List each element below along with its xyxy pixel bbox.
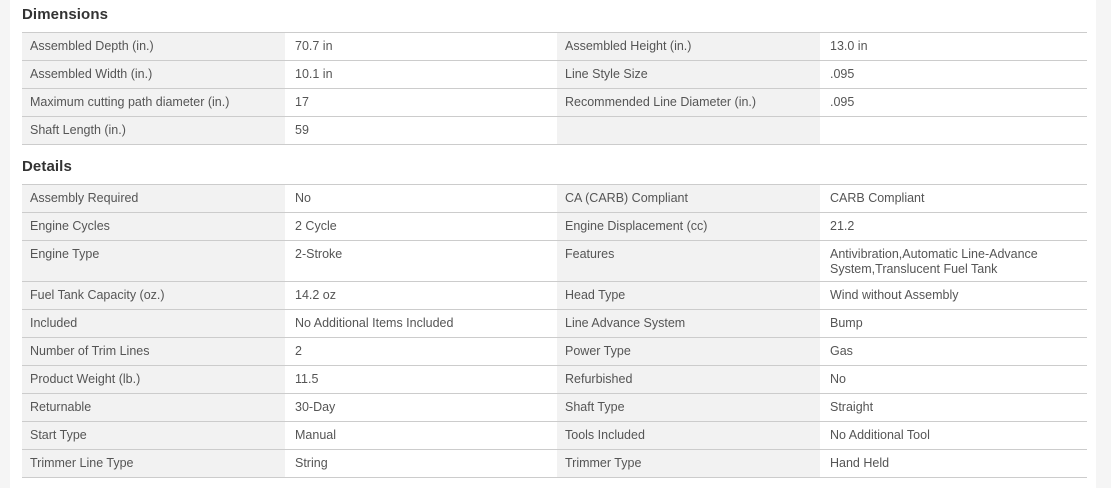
spec-value-cell: 21.2 xyxy=(820,213,1087,241)
spec-value-cell: No xyxy=(285,185,557,213)
spec-label-cell: Features xyxy=(557,241,820,282)
spec-value-cell: .095 xyxy=(820,89,1087,117)
spec-label-cell: CA (CARB) Compliant xyxy=(557,185,820,213)
spec-value-cell: No Additional Items Included xyxy=(285,310,557,338)
spec-label-cell: Assembled Width (in.) xyxy=(22,61,285,89)
spec-value-cell: Gas xyxy=(820,338,1087,366)
spec-label-cell: Refurbished xyxy=(557,366,820,394)
spec-value-cell: 10.1 in xyxy=(285,61,557,89)
details-table xyxy=(22,184,1087,478)
dimensions-section xyxy=(22,6,1087,145)
spec-label-cell: Trimmer Type xyxy=(557,450,820,478)
spec-label-cell: Power Type xyxy=(557,338,820,366)
spec-value-cell: 17 xyxy=(285,89,557,117)
spec-label-cell: Engine Type xyxy=(22,241,285,282)
spec-value-cell: No Additional Tool xyxy=(820,422,1087,450)
spec-label-cell: Maximum cutting path diameter (in.) xyxy=(22,89,285,117)
spec-value-cell: Hand Held xyxy=(820,450,1087,478)
spec-value-cell: 14.2 oz xyxy=(285,282,557,310)
spec-label-cell: Assembled Depth (in.) xyxy=(22,33,285,61)
spec-value-cell: Manual xyxy=(285,422,557,450)
spec-value-cell: Straight xyxy=(820,394,1087,422)
spec-label-cell: Tools Included xyxy=(557,422,820,450)
spec-label-cell xyxy=(557,117,820,145)
dimensions-table xyxy=(22,32,1087,145)
spec-value-cell: 11.5 xyxy=(285,366,557,394)
spec-label-cell: Assembled Height (in.) xyxy=(557,33,820,61)
spec-value-cell: CARB Compliant xyxy=(820,185,1087,213)
right-page-margin xyxy=(1096,0,1111,488)
spec-value-cell: 70.7 in xyxy=(285,33,557,61)
spec-value-cell: 2 xyxy=(285,338,557,366)
spec-label-cell: Start Type xyxy=(22,422,285,450)
spec-label-cell: Engine Cycles xyxy=(22,213,285,241)
spec-label-cell: Recommended Line Diameter (in.) xyxy=(557,89,820,117)
spec-value-cell: Antivibration,Automatic Line-Advance System,Translucent Fuel Tank xyxy=(820,241,1087,282)
spec-label-cell: Shaft Type xyxy=(557,394,820,422)
spec-value-cell: .095 xyxy=(820,61,1087,89)
spec-value-cell: Bump xyxy=(820,310,1087,338)
details-section-title: Details xyxy=(22,158,72,175)
spec-label-cell: Trimmer Line Type xyxy=(22,450,285,478)
spec-label-cell: Fuel Tank Capacity (oz.) xyxy=(22,282,285,310)
spec-label-cell: Shaft Length (in.) xyxy=(22,117,285,145)
left-page-margin xyxy=(0,0,10,488)
spec-value-cell: No xyxy=(820,366,1087,394)
spec-label-cell: Line Advance System xyxy=(557,310,820,338)
spec-value-cell xyxy=(820,117,1087,145)
spec-label-cell: Number of Trim Lines xyxy=(22,338,285,366)
spec-label-cell: Line Style Size xyxy=(557,61,820,89)
details-section xyxy=(22,158,1087,478)
spec-label-cell: Engine Displacement (cc) xyxy=(557,213,820,241)
spec-value-cell: Wind without Assembly xyxy=(820,282,1087,310)
spec-value-cell: 59 xyxy=(285,117,557,145)
spec-label-cell: Product Weight (lb.) xyxy=(22,366,285,394)
dimensions-section-title: Dimensions xyxy=(22,6,109,23)
spec-value-cell: 30-Day xyxy=(285,394,557,422)
spec-value-cell: String xyxy=(285,450,557,478)
spec-label-cell: Returnable xyxy=(22,394,285,422)
spec-label-cell: Head Type xyxy=(557,282,820,310)
spec-label-cell: Included xyxy=(22,310,285,338)
spec-value-cell: 2-Stroke xyxy=(285,241,557,282)
specifications-content xyxy=(22,6,1087,478)
spec-value-cell: 13.0 in xyxy=(820,33,1087,61)
spec-value-cell: 2 Cycle xyxy=(285,213,557,241)
spec-label-cell: Assembly Required xyxy=(22,185,285,213)
